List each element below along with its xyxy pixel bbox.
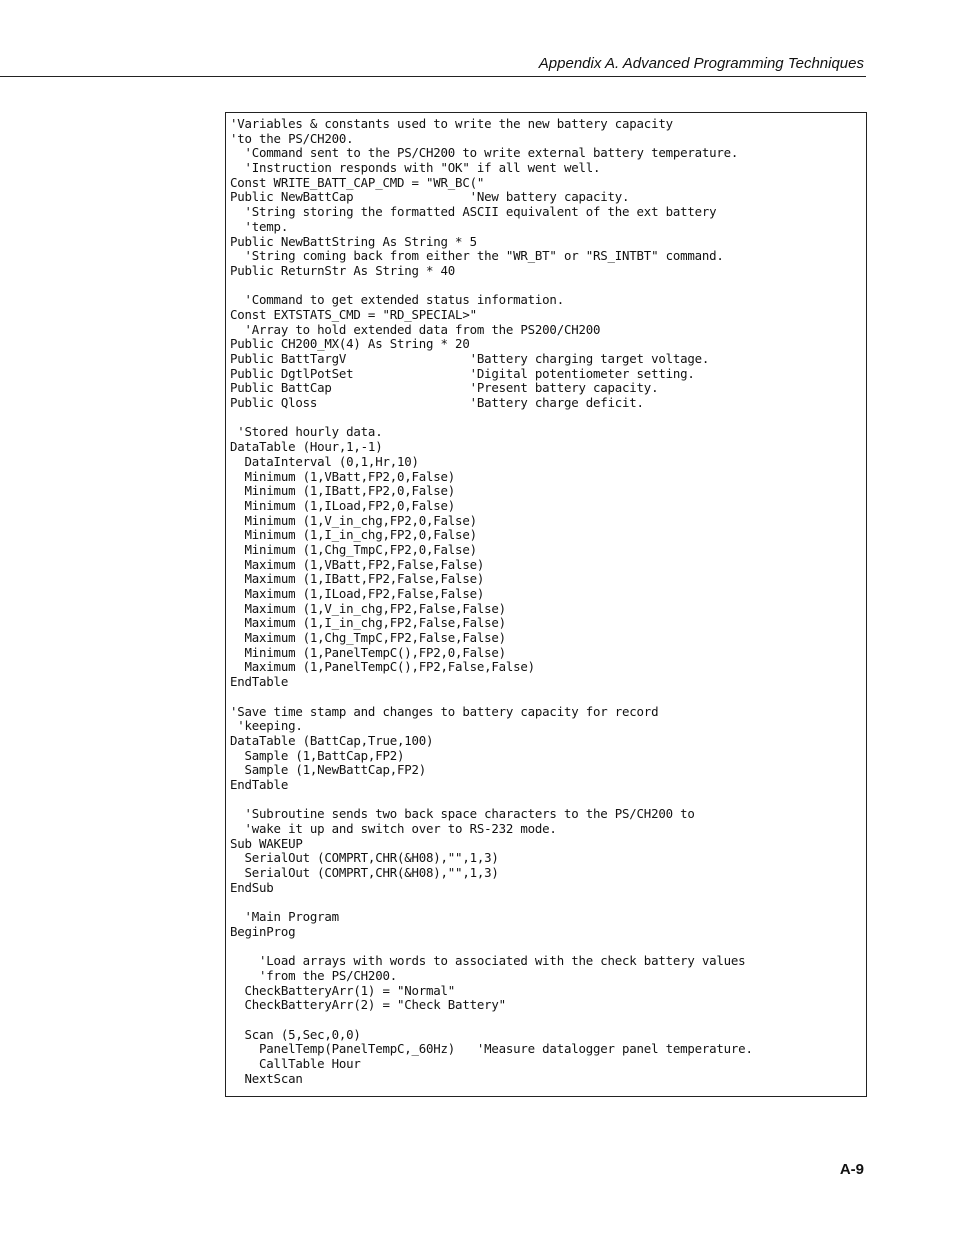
code-line: Const WRITE_BATT_CAP_CMD = "WR_BC("	[230, 174, 485, 190]
code-line: 'Subroutine sends two back space characters to the PS/CH200 to	[230, 806, 695, 822]
code-line: Minimum (1,PanelTempC(),FP2,0,False)	[230, 644, 506, 660]
code-line: EndSub	[230, 879, 274, 895]
code-line: 'keeping.	[230, 718, 303, 734]
code-line: Minimum (1,Chg_TmpC,FP2,0,False)	[230, 541, 477, 557]
code-line: PanelTemp(PanelTempC,_60Hz) 'Measure datalogger panel temperature.	[230, 1041, 753, 1057]
code-line: Const EXTSTATS_CMD = "RD_SPECIAL>"	[230, 306, 477, 322]
code-listing-box	[225, 112, 867, 1097]
code-line: Scan (5,Sec,0,0)	[230, 1026, 361, 1042]
code-line: Maximum (1,PanelTempC(),FP2,False,False)	[230, 659, 535, 675]
code-line: Public ReturnStr As String * 40	[230, 262, 456, 278]
code-line: 'Load arrays with words to associated with the check battery values	[230, 953, 746, 969]
code-line: Maximum (1,I_in_chg,FP2,False,False)	[230, 615, 506, 631]
code-line: DataInterval (0,1,Hr,10)	[230, 453, 419, 469]
code-line: Minimum (1,IBatt,FP2,0,False)	[230, 483, 456, 499]
code-line: EndTable	[230, 674, 289, 690]
page-header-title: Appendix A. Advanced Programming Techniques	[538, 55, 864, 72]
code-line: CallTable Hour	[230, 1056, 361, 1071]
code-line: Public NewBattString As String * 5	[230, 233, 477, 249]
code-line: 'Array to hold extended data from the PS200/CH200	[230, 321, 601, 337]
code-line: BeginProg	[230, 923, 296, 939]
code-line: Minimum (1,VBatt,FP2,0,False)	[230, 468, 456, 484]
code-line	[230, 895, 753, 910]
code-line: 'Command sent to the PS/CH200 to write external battery temperature.	[230, 145, 739, 161]
code-line: 'String coming back from either the "WR_BT" or "RS_INTBT" command.	[230, 248, 724, 264]
code-line	[230, 793, 753, 808]
code-line: 'Stored hourly data.	[230, 424, 383, 440]
code-line: Maximum (1,IBatt,FP2,False,False)	[230, 571, 485, 587]
code-line: DataTable (Hour,1,-1)	[230, 439, 383, 455]
code-line	[230, 411, 753, 426]
code-line	[230, 940, 753, 955]
code-line: 'wake it up and switch over to RS-232 mode.	[230, 821, 557, 836]
code-line: 'Save time stamp and changes to battery capacity for record	[230, 703, 659, 719]
page-number: A-9	[839, 1161, 864, 1178]
code-line: SerialOut (COMPRT,CHR(&H08),"",1,3)	[230, 865, 499, 881]
code-line: Maximum (1,Chg_TmpC,FP2,False,False)	[230, 630, 506, 646]
code-line: DataTable (BattCap,True,100)	[230, 732, 434, 748]
code-line: CheckBatteryArr(2) = "Check Battery"	[230, 997, 506, 1013]
code-line: CheckBatteryArr(1) = "Normal"	[230, 982, 456, 998]
code-line: Minimum (1,I_in_chg,FP2,0,False)	[230, 527, 477, 543]
code-line: Public DgtlPotSet 'Digital potentiometer setting.	[230, 365, 695, 381]
code-line: Sub WAKEUP	[230, 835, 303, 851]
code-line: 'to the PS/CH200.	[230, 130, 354, 146]
code-line: SerialOut (COMPRT,CHR(&H08),"",1,3)	[230, 850, 499, 866]
code-line: Maximum (1,VBatt,FP2,False,False)	[230, 556, 485, 572]
code-line	[230, 1013, 753, 1028]
code-line: 'Main Program	[230, 909, 339, 925]
code-line: Public NewBattCap 'New battery capacity.	[230, 189, 630, 205]
code-line: Maximum (1,ILoad,FP2,False,False)	[230, 586, 485, 601]
code-line: 'from the PS/CH200.	[230, 967, 397, 983]
code-line: 'Command to get extended status information.	[230, 292, 564, 308]
code-line	[230, 690, 753, 705]
code-line: Maximum (1,V_in_chg,FP2,False,False)	[230, 600, 506, 616]
code-line: Public CH200_MX(4) As String * 20	[230, 336, 470, 352]
code-line	[230, 279, 753, 294]
code-line: 'temp.	[230, 218, 289, 234]
code-line: NextScan	[230, 1070, 303, 1086]
code-line: Minimum (1,V_in_chg,FP2,0,False)	[230, 512, 477, 528]
code-line: Public Qloss 'Battery charge deficit.	[230, 395, 644, 411]
code-line: EndTable	[230, 776, 289, 792]
code-listing	[230, 117, 753, 1086]
code-line: Sample (1,BattCap,FP2)	[230, 747, 405, 763]
code-line: Public BattCap 'Present battery capacity.	[230, 380, 659, 396]
header-divider	[0, 76, 866, 77]
code-line: 'Variables & constants used to write the new battery capacity	[230, 116, 673, 131]
code-line: Sample (1,NewBattCap,FP2)	[230, 762, 427, 778]
code-line: 'Instruction responds with "OK" if all went well.	[230, 160, 601, 176]
code-line: Public BattTargV 'Battery charging target voltage.	[230, 351, 710, 366]
code-line: 'String storing the formatted ASCII equivalent of the ext battery	[230, 204, 717, 220]
code-line: Minimum (1,ILoad,FP2,0,False)	[230, 497, 456, 513]
